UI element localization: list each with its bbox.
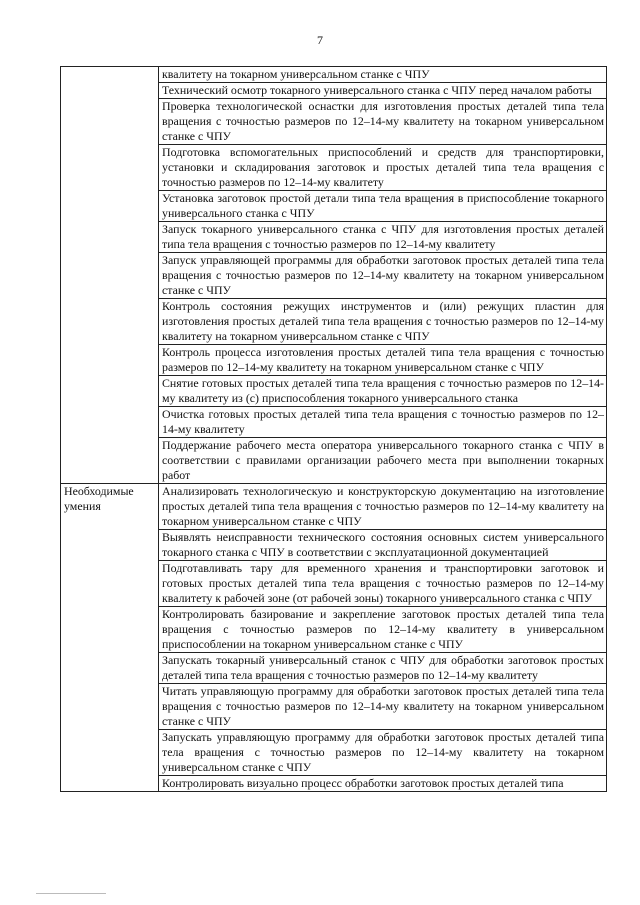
item-text-cell: Технический осмотр токарного универсального станка с ЧПУ перед началом работы [159,83,607,99]
item-text-cell: Поддержание рабочего места оператора универсального токарного станка с ЧПУ в соответствии с правилами организации рабочего места при выполнении токарных работ [159,438,607,484]
item-text-cell: Запускать управляющую программу для обработки заготовок простых деталей типа тела вращения с точностью размеров по 12–14-му квалитету на токарном универсальном станке с ЧПУ [159,730,607,776]
item-text-cell: Установка заготовок простой детали типа тела вращения в приспособление токарного универсального станка с ЧПУ [159,191,607,222]
item-text-cell: Запуск управляющей программы для обработки заготовок простых деталей типа тела вращения с точностью размеров по 12–14-му квалитету на токарном универсальном станке с ЧПУ [159,253,607,299]
section-label-cell [61,67,159,484]
item-text-cell: Очистка готовых простых деталей типа тела вращения с точностью размеров по 12–14-му квалитету [159,407,607,438]
scan-edge-mark [36,893,106,894]
item-text-cell: Подготавливать тару для временного хранения и транспортировки заготовок и готовых простых деталей типа тела вращения с точностью размеров по 12–14-му квалитету к рабочей зоне (от рабочей зоны) токарного универсального станка с ЧПУ [159,561,607,607]
item-text-cell: Читать управляющую программу для обработки заготовок простых деталей типа тела вращения с точностью размеров по 12–14-му квалитету на токарном универсальном станке с ЧПУ [159,684,607,730]
item-text-cell: Снятие готовых простых деталей типа тела вращения с точностью размеров по 12–14-му квалитету из (с) приспособления токарного универсального станка [159,376,607,407]
requirements-table-body [61,67,607,792]
requirements-table [60,66,607,792]
item-text-cell: Контроль процесса изготовления простых деталей типа тела вращения с точностью размеров по 12–14-му квалитету на токарном универсальном станке с ЧПУ [159,345,607,376]
item-text-cell: Контролировать базирование и закрепление заготовок простых деталей типа тела вращения с точностью размеров по 12–14-му квалитету в универсальном приспособлении на токарном универсальном станке с ЧПУ [159,607,607,653]
item-text-cell: Анализировать технологическую и конструкторскую документацию на изготовление простых деталей типа тела вращения с точностью размеров по 12–14-му квалитету на токарном универсальном станке с ЧПУ [159,484,607,530]
item-text-cell: Контроль состояния режущих инструментов и (или) режущих пластин для изготовления простых деталей типа тела вращения с точностью размеров по 12–14-му квалитету на токарном универсальном станке с ЧПУ [159,299,607,345]
item-text-cell: квалитету на токарном универсальном станке с ЧПУ [159,67,607,83]
item-text-cell: Запуск токарного универсального станка с ЧПУ для изготовления простых деталей типа тела вращения с точностью размеров по 12–14-му квалитету [159,222,607,253]
table-row [61,484,607,530]
item-text-cell: Подготовка вспомогательных приспособлений и средств для транспортировки, установки и складирования заготовок и простых деталей типа тела вращения с точностью размеров по 12–14-му квалитету [159,145,607,191]
section-label-cell: Необходимые умения [61,484,159,792]
page-number: 7 [317,33,323,47]
item-text-cell: Проверка технологической оснастки для изготовления простых деталей типа тела вращения с точностью размеров по 12–14-му квалитету на токарном универсальном станке с ЧПУ [159,99,607,145]
item-text-cell: Выявлять неисправности технического состояния основных систем универсального токарного станка с ЧПУ в соответствии с эксплуатационной документацией [159,530,607,561]
item-text-cell: Запускать токарный универсальный станок с ЧПУ для обработки заготовок простых деталей типа тела вращения с точностью размеров по 12–14-му квалитету [159,653,607,684]
table-row [61,67,607,83]
item-text-cell: Контролировать визуально процесс обработки заготовок простых деталей типа [159,776,607,792]
